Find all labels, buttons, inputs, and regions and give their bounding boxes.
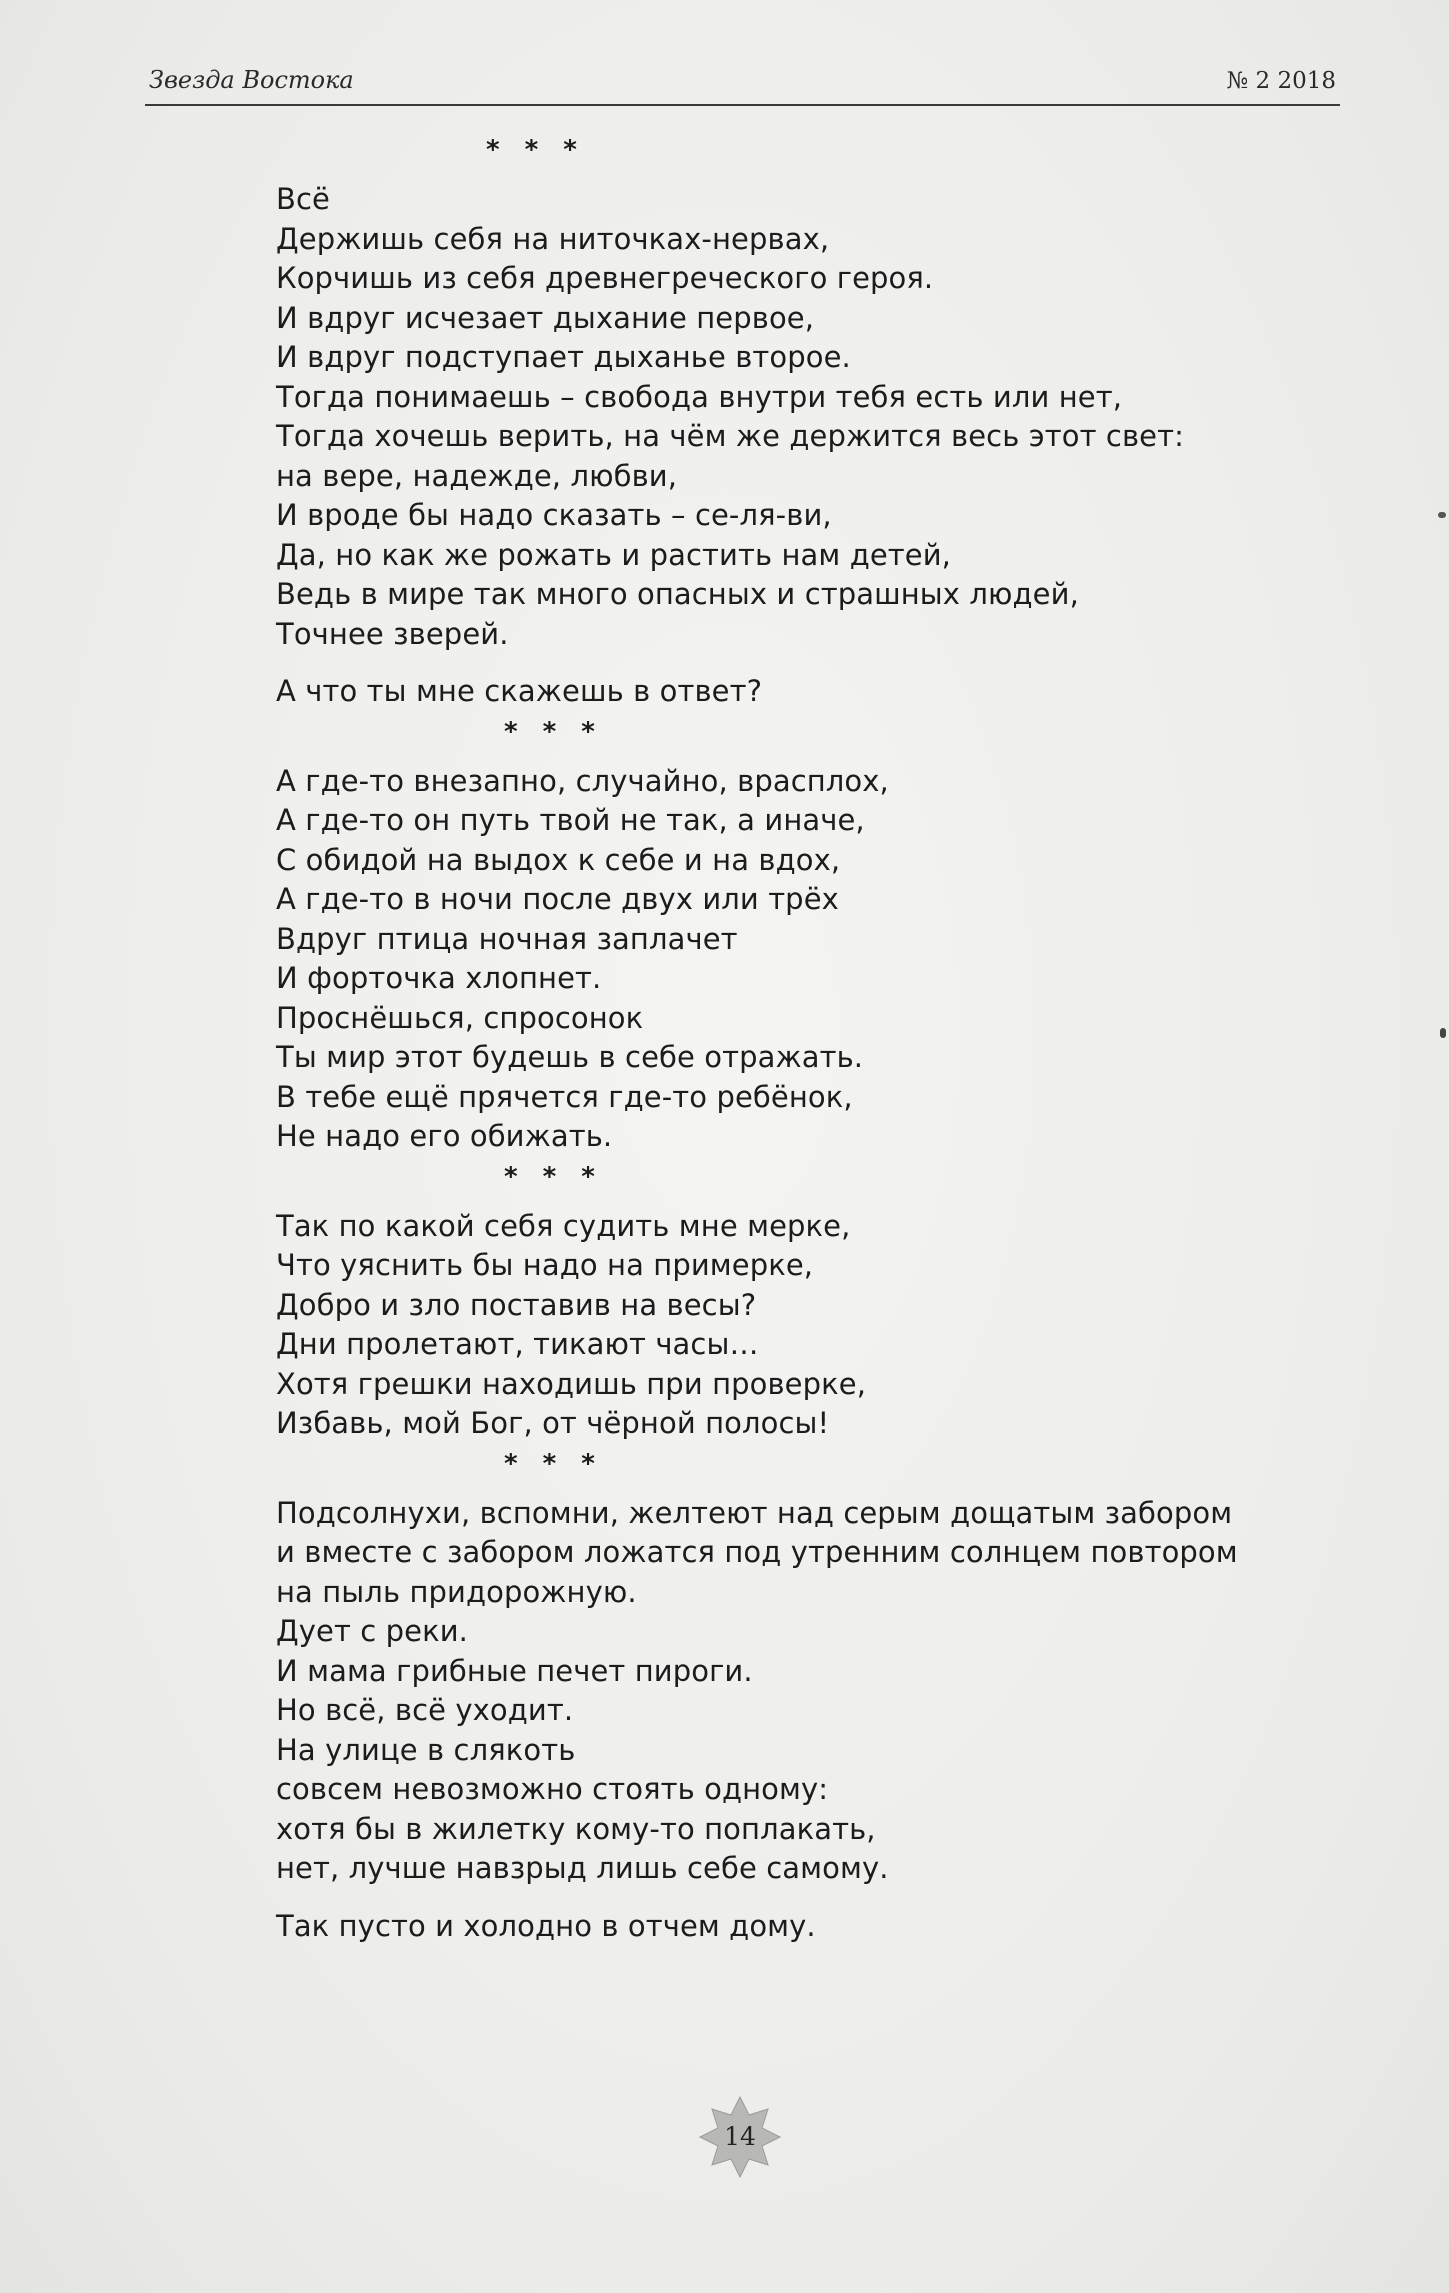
poem-line: И вдруг подступает дыханье второе. — [276, 340, 851, 374]
poem-line: Избавь, мой Бог, от чёрной полосы! — [276, 1406, 830, 1440]
page-header — [145, 64, 1340, 106]
poem-2-stanza-1 — [276, 762, 1276, 1157]
poem-line: На улице в слякоть — [276, 1732, 576, 1767]
section-separator: * * * — [504, 1448, 603, 1479]
poem-line: Дует с реки. — [276, 1614, 468, 1648]
scan-mark — [1438, 512, 1446, 518]
poem-line: Держишь себя на ниточках-нервах, — [276, 221, 830, 256]
poem-line: Не надо его обижать. — [276, 1119, 613, 1153]
poem-line: Подсолнухи, вспомни, желтеют над серым дощатым забором — [276, 1495, 1233, 1530]
poem-line: Ведь в мире так много опасных и страшных людей, — [276, 577, 1079, 611]
poem-line: Что уяснить бы надо на примерке, — [276, 1248, 814, 1282]
poem-line: Тогда понимаешь – свобода внутри тебя есть или нет, — [276, 379, 1123, 414]
section-separator: * * * — [504, 716, 603, 747]
poem-line: И мама грибные печет пироги. — [276, 1653, 753, 1688]
poem-line: Да, но как же рожать и растить нам детей, — [276, 537, 951, 572]
poem-line: Всё — [276, 182, 330, 216]
poem-4-stanza-2 — [276, 1907, 1276, 1947]
poem-line: А что ты мне скажешь в ответ? — [276, 674, 763, 708]
poem-line: А где-то он путь твой не так, а иначе, — [276, 803, 865, 837]
poem-line: Так по какой себя судить мне мерке, — [276, 1208, 851, 1243]
poem-1-stanza-1 — [276, 180, 1276, 654]
poem-line: нет, лучше навзрыд лишь себе самому. — [276, 1851, 889, 1885]
poem-line: Так пусто и холодно в отчем дому. — [276, 1908, 816, 1943]
poem-line: С обидой на выдох к себе и на вдох, — [276, 842, 841, 877]
poem-line: Вдруг птица ночная заплачет — [276, 921, 738, 956]
poem-line: В тебе ещё прячется где-то ребёнок, — [276, 1079, 853, 1114]
poem-line: Проснёшься, спросонок — [276, 1000, 644, 1035]
section-separator: * * * — [486, 135, 585, 165]
poem-line: И вдруг исчезает дыхание первое, — [276, 300, 815, 335]
poem-4-stanza-1 — [276, 1494, 1276, 1889]
poem-line: и вместе с забором ложатся под утренним солнцем повтором — [276, 1535, 1238, 1569]
poem-line: Дни пролетают, тикают часы… — [276, 1327, 759, 1361]
page-number: 14 — [724, 2122, 756, 2151]
poem-line: Ты мир этот будешь в себе отражать. — [276, 1040, 864, 1074]
poem-line: на вере, надежде, любви, — [276, 458, 678, 493]
scan-mark — [1440, 1028, 1446, 1038]
poem-line: Корчишь из себя древнегреческого героя. — [276, 261, 934, 295]
poem-line: А где-то в ночи после двух или трёх — [276, 882, 839, 916]
section-separator: * * * — [504, 1161, 603, 1192]
poems-column — [276, 130, 1276, 1946]
poem-line: И вроде бы надо сказать – се-ля-ви, — [276, 498, 832, 532]
poem-line: Хотя грешки находишь при проверке, — [276, 1366, 867, 1401]
poem-3-stanza-1 — [276, 1207, 1276, 1444]
poem-line: Точнее зверей. — [276, 616, 509, 651]
poem-line: И форточка хлопнет. — [276, 961, 602, 995]
poem-line: на пыль придорожную. — [276, 1574, 637, 1609]
issue-number: № 2 2018 — [1226, 68, 1336, 94]
poem-line: Но всё, всё уходит. — [276, 1693, 574, 1727]
poem-line: А где-то внезапно, случайно, врасплох, — [276, 763, 889, 798]
poem-line: совсем невозможно стоять одному: — [276, 1772, 829, 1806]
poem-line: хотя бы в жилетку кому-то поплакать, — [276, 1811, 876, 1846]
poem-1-stanza-2 — [276, 672, 1276, 712]
journal-title: Звезда Востока — [149, 66, 354, 94]
poem-line: Добро и зло поставив на весы? — [276, 1287, 757, 1322]
page-number-badge — [698, 2095, 782, 2179]
poem-line: Тогда хочешь верить, на чём же держится весь этот свет: — [276, 419, 1184, 453]
